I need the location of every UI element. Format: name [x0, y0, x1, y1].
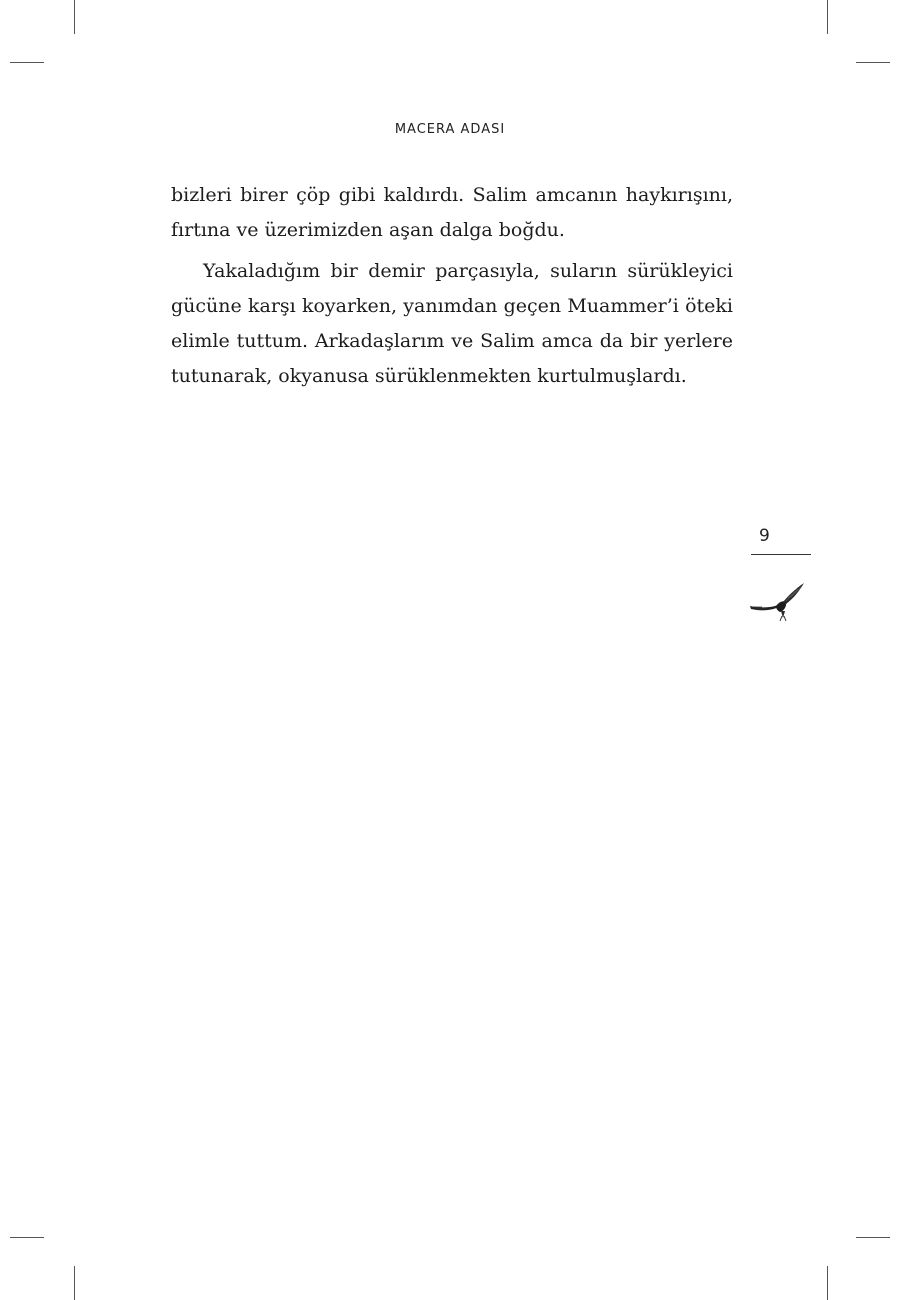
crop-mark-top-left-horizontal	[10, 62, 44, 63]
crop-mark-top-right-horizontal	[856, 62, 890, 63]
body-text	[171, 178, 733, 400]
crop-mark-top-right-vertical	[827, 0, 828, 34]
crop-mark-bottom-right-vertical	[827, 1266, 828, 1300]
paragraph-1: bizleri birer çöp gibi kaldırdı. Salim amcanın haykırışını, fırtına ve üzerimizden aşan dalga boğdu.	[171, 184, 733, 241]
folio-rule	[751, 554, 811, 555]
crop-mark-bottom-left-vertical	[74, 1266, 75, 1300]
crop-mark-bottom-right-horizontal	[856, 1237, 890, 1238]
page-number: 9	[759, 526, 770, 546]
flying-bird-icon	[748, 580, 808, 624]
paragraph-2: Yakaladığım bir demir parçasıyla, suların sürükleyici gücüne karşı koyarken, yanımdan geçen Muammer’i öteki elimle tuttum. Arkadaşlarım ve Salim amca da bir yerlere tutunarak, okyanusa sürüklenmekten kurtulmuşlardı.	[171, 260, 733, 387]
crop-mark-bottom-left-horizontal	[10, 1237, 44, 1238]
crop-mark-top-left-vertical	[74, 0, 75, 34]
running-head-title: MACERA ADASI	[394, 122, 506, 137]
